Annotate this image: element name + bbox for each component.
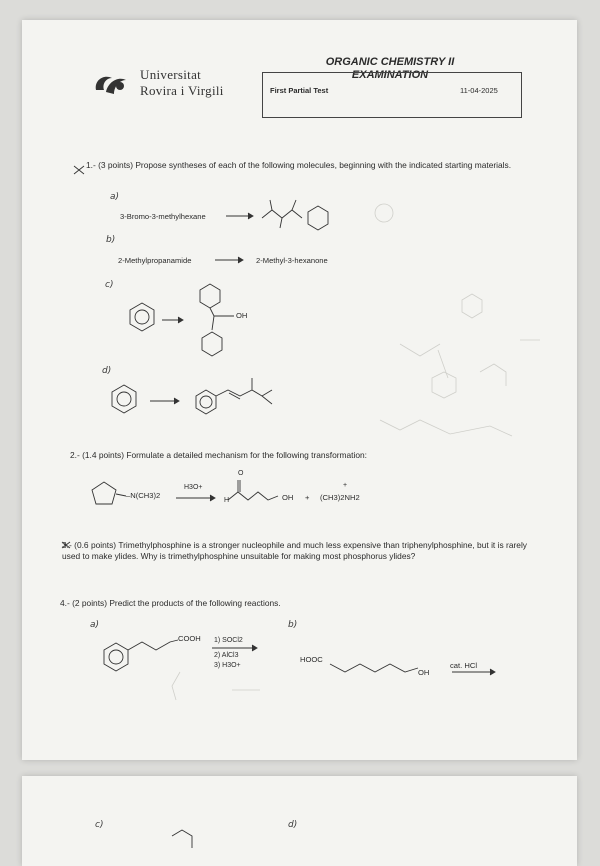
- q4-b-left-group: HOOC: [300, 655, 323, 664]
- q1-b-starting-material: 2-Methylpropanamide: [118, 256, 192, 265]
- q2-byproduct: (CH3)2NH2: [320, 493, 360, 502]
- q4-a-label: a): [90, 620, 100, 630]
- q2-reagent: H3O+: [184, 484, 203, 491]
- university-name-line2: Rovira i Virgili: [140, 83, 224, 98]
- q4-b-right-group: OH: [418, 668, 430, 677]
- q1-b-label: b): [106, 235, 116, 245]
- exam-page-2: [22, 776, 577, 866]
- question-4-prompt: 4.- (2 points) Predict the products of the following reactions.: [60, 598, 281, 608]
- question-1-prompt: 1.- (3 points) Propose syntheses of each of the following molecules, beginning with the indicated starting materials.: [86, 160, 512, 170]
- q2-plus: +: [305, 493, 310, 502]
- test-name: First Partial Test: [270, 86, 329, 95]
- exam-title-line1: ORGANIC CHEMISTRY II: [325, 56, 455, 68]
- exam-date: 11-04-2025: [460, 86, 498, 95]
- q4-a-step3: 3) H3O+: [214, 662, 241, 669]
- page2-d-label: d): [288, 820, 298, 830]
- q2-reactant-group-text: N(CH3)2: [130, 491, 161, 500]
- q2-product-h: H: [224, 497, 230, 504]
- q4-b-reagent: cat. HCl: [450, 661, 478, 670]
- q4-a-step2: 2) AlCl3: [214, 652, 239, 659]
- exam-title-line2: EXAMINATION: [351, 69, 429, 81]
- exam-page-1: [22, 20, 577, 760]
- q1-c-oh: OH: [236, 311, 248, 320]
- q4-a-step1: 1) SOCl2: [214, 637, 243, 644]
- header-box: [262, 72, 522, 118]
- q2-charge: +: [343, 482, 348, 489]
- q4-a-group: COOH: [178, 634, 201, 643]
- q2-product-oh: OH: [282, 493, 294, 502]
- q1-b-target: 2-Methyl-3-hexanone: [256, 256, 328, 265]
- q2-reactant-group: –N(CH3)2: [126, 491, 161, 500]
- university-logo-icon: [92, 66, 132, 105]
- q1-a-starting-material: 3-Bromo-3-methylhexane: [120, 212, 206, 221]
- question-3-prompt: 3.- (0.6 points) Trimethylphosphine is a stronger nucleophile and much less expensive than triphenylphosphine, but it is rarely used to make ylides. Why is trimethylphosphine unsuitable for making most phosphorus ylides?: [62, 540, 527, 561]
- page2-c-label: c): [95, 820, 104, 830]
- q1-c-label: c): [105, 280, 114, 290]
- university-name-line1: Universitat: [140, 67, 202, 82]
- q1-d-label: d): [102, 366, 112, 376]
- q4-b-label: b): [288, 620, 298, 630]
- q1-a-label: a): [110, 192, 120, 202]
- question-2-prompt: 2.- (1.4 points) Formulate a detailed mechanism for the following transformation:: [70, 450, 367, 460]
- q2-product-oxygen: O: [238, 470, 244, 477]
